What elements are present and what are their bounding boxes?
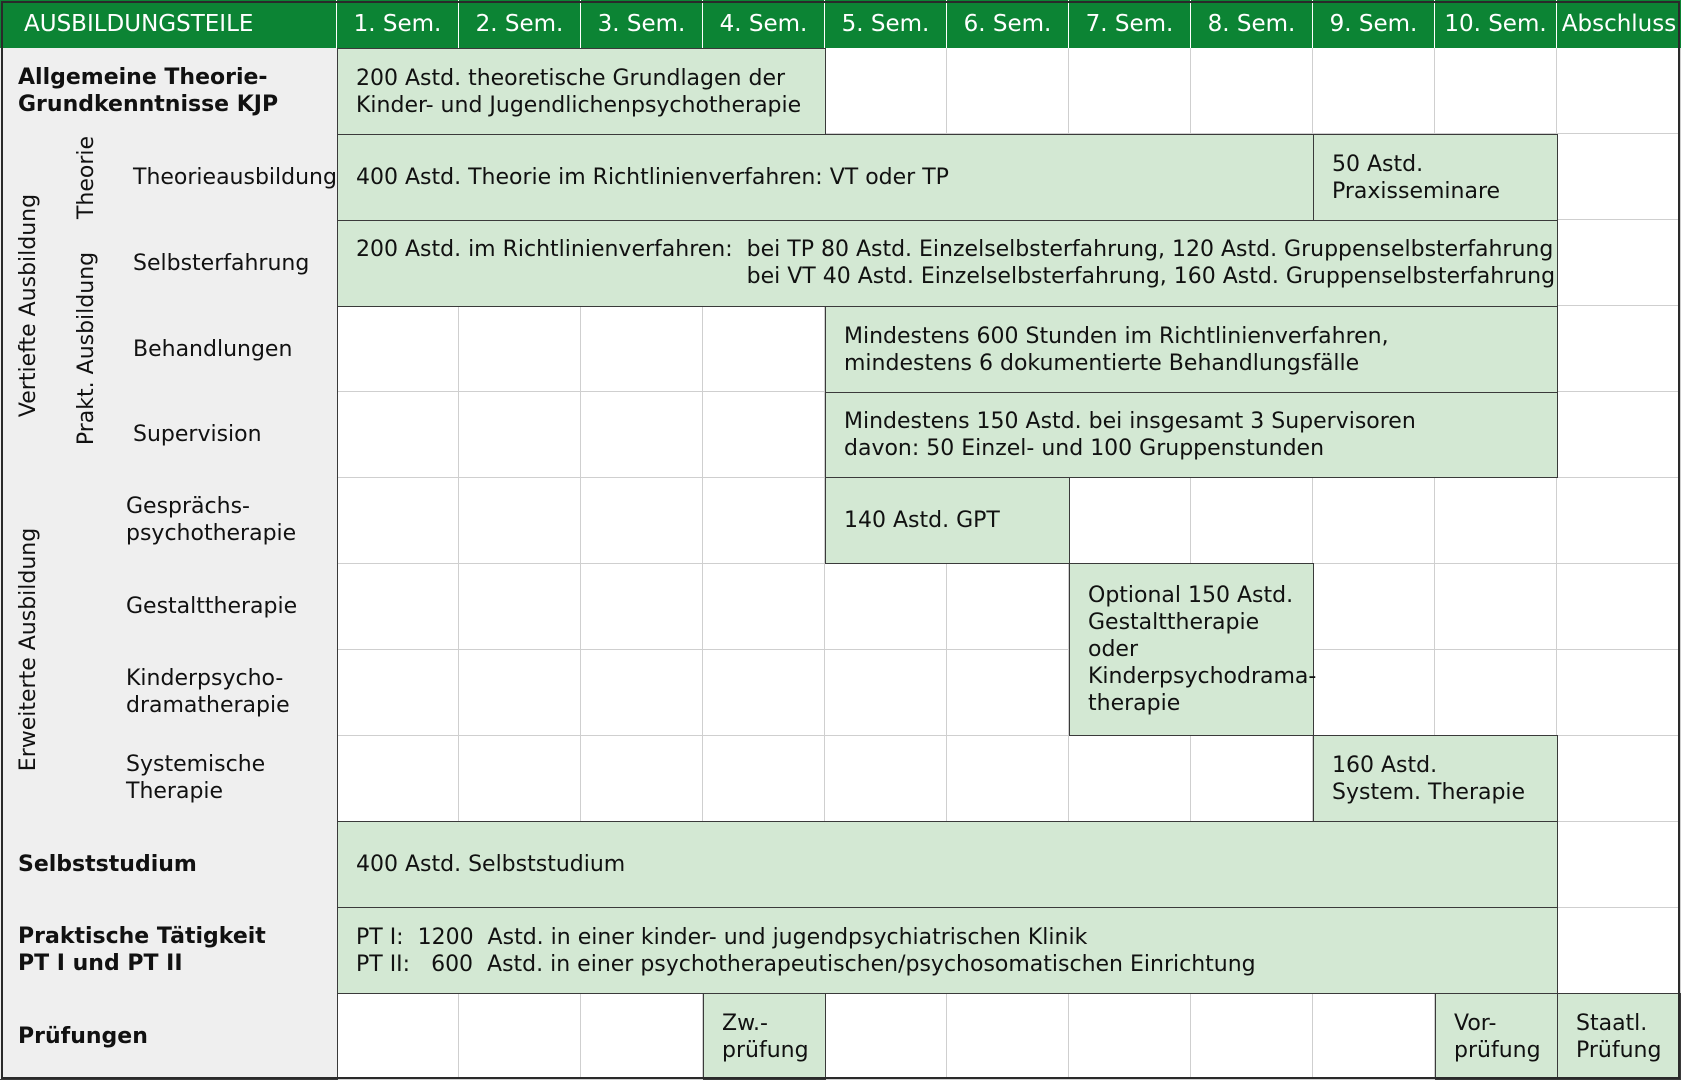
grid-cell — [1557, 306, 1681, 392]
header-sem-7: 7. Sem. — [1069, 0, 1191, 48]
grid-cell — [459, 736, 581, 822]
grid-cell — [1435, 650, 1557, 736]
grid-cell — [1557, 392, 1681, 478]
bar-theorie-richtlinienverfahren: 400 Astd. Theorie im Richtlinienverfahren: VT oder TP — [337, 134, 1314, 221]
grid-cell — [1435, 564, 1557, 650]
grid-cell — [1313, 994, 1435, 1080]
row-praktische-taetigkeit: Praktische Tätigkeit PT I und PT II — [0, 907, 338, 994]
subgroup-prakt-label: Prakt. Ausbildung — [74, 251, 100, 446]
grid-cell — [1557, 478, 1681, 564]
row-gestalttherapie: Gestalttherapie — [58, 563, 338, 650]
subgroup-theorie — [58, 134, 116, 221]
grid-cell — [825, 48, 947, 134]
grid-cell — [581, 650, 703, 736]
grid-cell — [581, 564, 703, 650]
grid-cell — [581, 736, 703, 822]
bar-vorpruefung: Vor- prüfung — [1435, 993, 1558, 1080]
grid-cell — [703, 650, 825, 736]
subgroup-theorie-label: Theorie — [74, 135, 100, 219]
grid-cell — [1313, 564, 1435, 650]
grid-cell — [947, 48, 1069, 134]
grid-cell — [337, 994, 459, 1080]
bar-zwischenpruefung: Zw.- prüfung — [703, 993, 826, 1080]
grid-cell — [581, 306, 703, 392]
grid-cell — [947, 994, 1069, 1080]
grid-cell — [459, 306, 581, 392]
grid-cell — [1191, 48, 1313, 134]
header-sem-2: 2. Sem. — [459, 0, 581, 48]
grid-cell — [337, 650, 459, 736]
header-sem-9: 9. Sem. — [1313, 0, 1435, 48]
row-gespraechspsychotherapie: Gesprächs- psychotherapie — [58, 477, 338, 564]
grid-cell — [1313, 650, 1435, 736]
grid-cell — [947, 736, 1069, 822]
grid-cell — [703, 478, 825, 564]
grid-cell — [825, 650, 947, 736]
grid-cell — [337, 736, 459, 822]
grid-cell — [1435, 48, 1557, 134]
grid-cell — [1069, 736, 1191, 822]
header-sem-1: 1. Sem. — [337, 0, 459, 48]
grid-cell — [337, 478, 459, 564]
grid-cell — [1557, 908, 1681, 994]
grid-cell — [1557, 134, 1681, 220]
grid-cell — [1191, 994, 1313, 1080]
row-supervision: Supervision — [115, 392, 338, 478]
grid-cell — [825, 564, 947, 650]
grid-cell — [1313, 48, 1435, 134]
grid-cell — [1191, 478, 1313, 564]
row-pruefungen: Prüfungen — [0, 993, 338, 1080]
grid-cell — [1557, 822, 1681, 908]
grid-cell — [1557, 736, 1681, 822]
row-selbststudium: Selbststudium — [0, 821, 338, 908]
grid-cell — [1069, 478, 1191, 564]
grid-cell — [1557, 220, 1681, 306]
grid-cell — [1191, 736, 1313, 822]
grid-cell — [703, 306, 825, 392]
row-systemische-therapie: Systemische Therapie — [58, 735, 338, 822]
grid-cell — [337, 306, 459, 392]
grid-cell — [1557, 650, 1681, 736]
bar-optional-gestalt-kinderpsychodrama: Optional 150 Astd. Gestalttherapie oder Kinderpsychodrama- therapie — [1069, 563, 1314, 736]
selbsterfahrung-details: bei TP 80 Astd. Einzelselbsterfahrung, 120 Astd. Gruppenselbsterfahrung bei VT 40 Astd. Einzelselbsterfahrung, 160 Astd. Gruppenselbsterfahrung — [746, 237, 1556, 289]
grid-cell — [581, 994, 703, 1080]
group-vertiefte-label: Vertiefte Ausbildung — [16, 193, 42, 418]
group-erweiterte-ausbildung — [0, 477, 59, 822]
grid-cell — [1557, 564, 1681, 650]
grid-cell — [825, 994, 947, 1080]
bar-behandlungen: Mindestens 600 Stunden im Richtlinienverfahren, mindestens 6 dokumentierte Behandlungsfälle — [825, 306, 1558, 393]
grid-cell — [703, 392, 825, 478]
grid-cell — [337, 392, 459, 478]
row-kinderpsychodramatherapie: Kinderpsycho- dramatherapie — [58, 649, 338, 736]
grid-cell — [459, 478, 581, 564]
header-sem-4: 4. Sem. — [703, 0, 825, 48]
header-sem-10: 10. Sem. — [1435, 0, 1557, 48]
grid-cell — [459, 392, 581, 478]
group-vertiefte-ausbildung — [0, 134, 59, 478]
grid-cell — [1069, 994, 1191, 1080]
header-abschluss: Abschluss — [1557, 0, 1681, 48]
grid-cell — [1069, 48, 1191, 134]
grid-cell — [1557, 48, 1681, 134]
grid-cell — [581, 392, 703, 478]
grid-cell — [581, 478, 703, 564]
grid-cell — [1435, 478, 1557, 564]
row-theorieausbildung: Theorieausbildung — [115, 134, 338, 221]
row-selbsterfahrung: Selbsterfahrung — [115, 220, 338, 307]
bar-systemische-therapie: 160 Astd. System. Therapie — [1313, 735, 1558, 822]
group-erweiterte-label: Erweiterte Ausbildung — [16, 527, 42, 771]
subgroup-prakt-ausbildung — [58, 220, 116, 478]
grid-cell — [825, 736, 947, 822]
grid-cell — [459, 650, 581, 736]
grid-cell — [459, 994, 581, 1080]
bar-gpt: 140 Astd. GPT — [825, 477, 1070, 564]
bar-praxisseminare: 50 Astd. Praxisseminare — [1313, 134, 1558, 221]
header-sem-6: 6. Sem. — [947, 0, 1069, 48]
grid-cell — [1313, 478, 1435, 564]
grid-cell — [947, 650, 1069, 736]
grid-cell — [337, 564, 459, 650]
grid-cell — [459, 564, 581, 650]
bar-selbsterfahrung — [337, 220, 1558, 307]
row-behandlungen: Behandlungen — [115, 306, 338, 393]
row-allgemeine-theorie: Allgemeine Theorie- Grundkenntnisse KJP — [0, 48, 338, 135]
header-sem-5: 5. Sem. — [825, 0, 947, 48]
grid-cell — [947, 564, 1069, 650]
grid-cell — [703, 564, 825, 650]
bar-theoretische-grundlagen: 200 Astd. theoretische Grundlagen der Kinder- und Jugendlichenpsychotherapie — [337, 48, 826, 135]
bar-staatliche-pruefung: Staatl. Prüfung — [1557, 993, 1681, 1080]
bar-selbststudium: 400 Astd. Selbststudium — [337, 821, 1558, 908]
bar-supervision: Mindestens 150 Astd. bei insgesamt 3 Supervisoren davon: 50 Einzel- und 100 Gruppenstunden — [825, 392, 1558, 478]
selbsterfahrung-intro: 200 Astd. im Richtlinienverfahren: — [356, 237, 733, 262]
header-title: AUSBILDUNGSTEILE — [0, 0, 337, 48]
bar-praktische-taetigkeit: PT I: 1200 Astd. in einer kinder- und jugendpsychiatrischen Klinik PT II: 600 Astd. in einer psychotherapeutischen/psychosomatischen Einrichtung — [337, 907, 1558, 994]
header-sem-3: 3. Sem. — [581, 0, 703, 48]
grid-cell — [703, 736, 825, 822]
header-sem-8: 8. Sem. — [1191, 0, 1313, 48]
